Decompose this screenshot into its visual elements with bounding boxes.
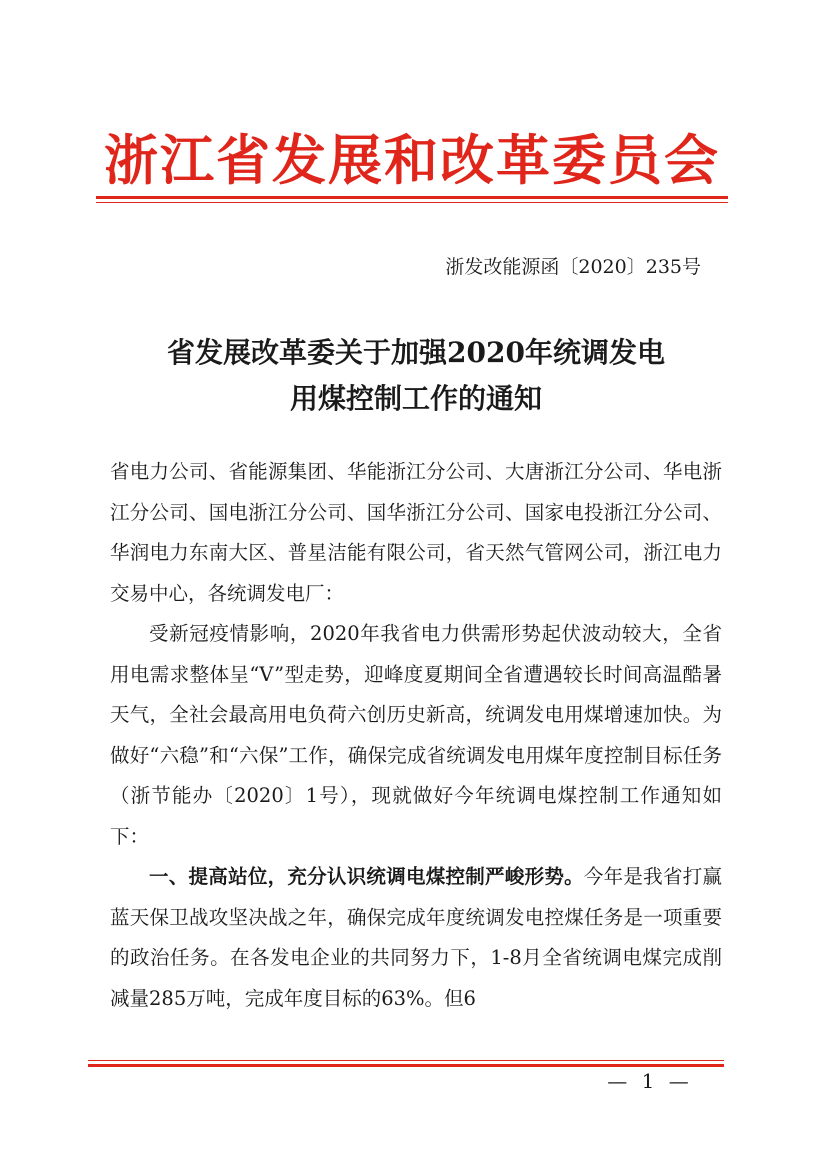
header-red-rule-thin [96, 202, 728, 203]
document-title [110, 330, 722, 422]
body-paragraph-1: 受新冠疫情影响，2020年我省电力供需形势起伏波动较大，全省用电需求整体呈“V”型走势，迎峰度夏期间全省遭遇较长时间高温酷暑天气，全社会最高用电负荷六创历史新高，统调发电用煤增速加快。为做好“六稳”和“六保”工作，确保完成省统调发电用煤年度控制目标任务（浙节能办〔2020〕1号），现就做好今年统调电煤控制工作通知如下： [110, 622, 722, 848]
document-body [110, 452, 722, 1019]
footer-red-rule-thick [88, 1064, 724, 1067]
footer-red-rule-thin [88, 1060, 724, 1061]
header-red-rule-thick [96, 196, 728, 199]
document-number: 浙发改能源函〔2020〕235号 [445, 256, 701, 278]
issuing-authority-header: 浙江省发展和改革委员会 [104, 128, 720, 192]
addressee-list: 省电力公司、省能源集团、华能浙江分公司、大唐浙江分公司、华电浙江分公司、国电浙江分公司、国华浙江分公司、国家电投浙江分公司、华润电力东南大区、普星洁能有限公司，省天然气管网公司，浙江电力交易中心，各统调发电厂： [110, 460, 722, 605]
body-section-1 [110, 857, 722, 1019]
document-title-line-1: 省发展改革委关于加强2020年统调发电 [167, 336, 665, 369]
section-1-heading: 一、提高站位，充分认识统调电煤控制严峻形势。 [149, 865, 584, 888]
section-1-text: 今年是我省打赢蓝天保卫战攻坚决战之年，确保完成年度统调发电控煤任务是一项重要的政治任务。在各发电企业的共同努力下，1-8月全省统调电煤完成削减量285万吨，完成年度目标的63%。但6 [110, 865, 722, 1010]
page-number: — 1 — [607, 1069, 693, 1093]
document-title-line-2: 用煤控制工作的通知 [289, 382, 542, 415]
